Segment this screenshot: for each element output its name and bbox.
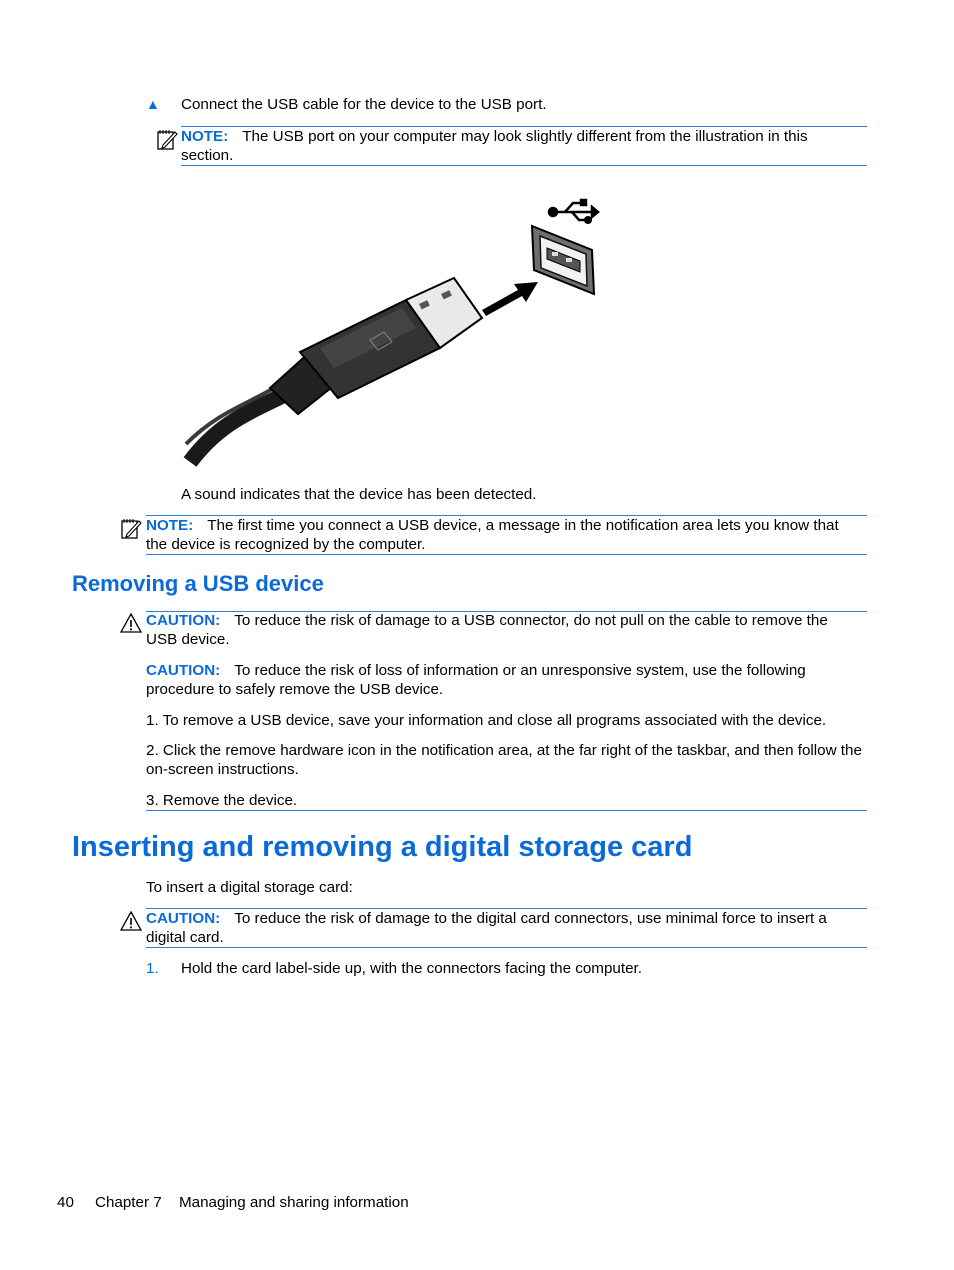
caution2-bottom-rule: [146, 810, 867, 811]
usb-port: [532, 226, 594, 294]
note1-text: The USB port on your computer may look slightly different from the illustration in this section.: [181, 128, 808, 164]
note-pad-icon: [120, 516, 142, 540]
caution1-text: To reduce the risk of damage to a USB connector, do not pull on the cable to remove the USB device.: [146, 612, 828, 648]
note2: [146, 516, 862, 554]
note1: [181, 127, 861, 165]
note1-label: NOTE:: [181, 128, 229, 145]
note2-text: The first time you connect a USB device, a message in the notification area lets you know that the device is recognized by the computer.: [146, 517, 839, 553]
caution2: [146, 661, 862, 699]
insert-step-number: 1.: [146, 960, 159, 977]
step-marker: ▲: [146, 96, 160, 112]
caution3: [146, 909, 862, 947]
caution3-label: CAUTION:: [146, 910, 221, 927]
step-text: Connect the USB cable for the device to the USB port.: [181, 96, 547, 113]
note-pad-icon: [156, 127, 178, 151]
note2-bottom-rule: [146, 554, 867, 555]
insert-arrow: [482, 282, 538, 316]
note1-bottom-rule: [181, 165, 867, 166]
insert-intro: To insert a digital storage card:: [146, 879, 353, 896]
footer-page-number: 40: [57, 1194, 74, 1211]
list-item: 1. To remove a USB device, save your information and close all programs associated with the device.: [146, 712, 827, 729]
caution1: [146, 611, 862, 649]
note2-label: NOTE:: [146, 517, 194, 534]
usb-symbol-icon: [549, 200, 598, 223]
list-item: 3. Remove the device.: [146, 792, 298, 809]
list-item: 2. Click the remove hardware icon in the notification area, at the far right of the taskbar, and then follow the on-screen instructions.: [146, 742, 862, 778]
warning-triangle-icon: [120, 613, 142, 633]
caution2-label: CAUTION:: [146, 662, 221, 679]
caution1-label: CAUTION:: [146, 612, 221, 629]
caution3-text: To reduce the risk of damage to the digital card connectors, use minimal force to insert a digital card.: [146, 910, 827, 946]
footer-chapter: Chapter 7: [95, 1194, 162, 1211]
caution3-bottom-rule: [146, 947, 867, 948]
footer-title: Managing and sharing information: [179, 1194, 409, 1211]
chapter-heading: Inserting and removing a digital storage card: [72, 831, 693, 863]
insert-step-text: Hold the card label-side up, with the connectors facing the computer.: [181, 960, 642, 977]
warning-triangle-icon: [120, 911, 142, 931]
detection-text: A sound indicates that the device has been detected.: [181, 486, 537, 503]
section-heading: Removing a USB device: [72, 571, 324, 596]
caution2-text: To reduce the risk of loss of information or an unresponsive system, use the following procedure to safely remove the USB device.: [146, 662, 806, 698]
usb-connection-illustration: [180, 192, 610, 472]
